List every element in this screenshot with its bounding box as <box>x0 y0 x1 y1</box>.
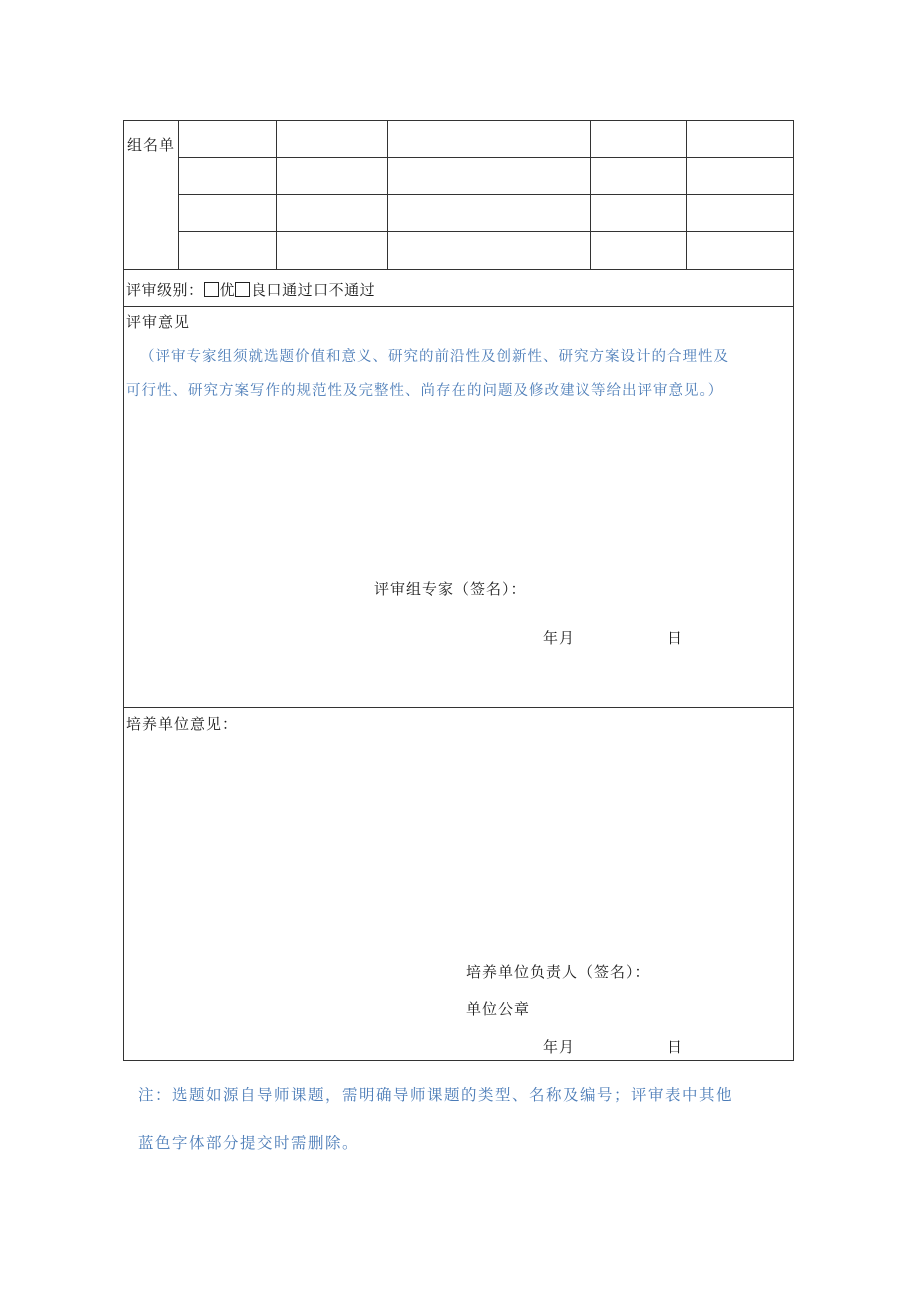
rating-top-border <box>123 269 794 270</box>
unit-opinion-area[interactable] <box>124 740 793 950</box>
review-instruction: （评审专家组须就选题价值和意义、研究的前沿性及创新性、研究方案设计的合理性及 <box>140 349 729 365</box>
rating-option-good[interactable]: 良 <box>235 281 267 299</box>
unit-date-day: 日 <box>667 1038 684 1056</box>
review-signature: 评审组专家（签名）： <box>374 580 527 598</box>
group-label: 组名单 <box>127 136 176 154</box>
unit-date-year-month: 年月 <box>543 1038 576 1056</box>
review-date-year-month: 年月 <box>543 629 576 647</box>
unit-seal: 单位公章 <box>466 1000 531 1018</box>
table-bottom-border <box>123 1060 794 1061</box>
group-member-cell[interactable] <box>179 121 276 157</box>
row-divider-2 <box>178 194 794 195</box>
checkbox-mouth-glyph[interactable]: 口 <box>313 281 329 299</box>
rating-bottom-border <box>123 306 794 307</box>
rating-option-fail[interactable]: 口不通过 <box>313 281 376 299</box>
unit-title: 培养单位意见： <box>126 715 239 733</box>
group-member-cell[interactable] <box>687 121 793 157</box>
rating-label: 评审级别： <box>126 281 204 299</box>
review-title: 评审意见 <box>126 313 191 331</box>
checkbox-icon[interactable] <box>235 282 250 297</box>
rating-row <box>126 279 375 300</box>
note-line-1: 注：选题如源自导师课题，需明确导师课题的类型、名称及编号；评审表中其他 <box>138 1086 734 1104</box>
group-member-cell[interactable] <box>591 121 686 157</box>
checkbox-mouth-glyph[interactable]: 口 <box>266 281 283 299</box>
rating-option-pass[interactable]: 口通过 <box>266 281 314 299</box>
unit-section-top-border <box>123 707 794 708</box>
row-divider-1 <box>178 157 794 158</box>
review-instruction-cont: 可行性、研究方案写作的规范性及完整性、尚存在的问题及修改建议等给出评审意见。） <box>126 383 724 399</box>
checkbox-icon[interactable] <box>204 282 219 297</box>
review-opinion-area[interactable] <box>124 405 793 570</box>
note-line-2: 蓝色字体部分提交时需删除。 <box>138 1134 360 1152</box>
group-member-cell[interactable] <box>277 121 387 157</box>
row-divider-3 <box>178 231 794 232</box>
group-member-cell[interactable] <box>388 121 590 157</box>
unit-signature: 培养单位负责人（签名）： <box>466 963 651 981</box>
review-date-day: 日 <box>667 629 684 647</box>
table-right-border <box>793 120 794 1061</box>
rating-option-excellent[interactable]: 优 <box>204 281 236 299</box>
